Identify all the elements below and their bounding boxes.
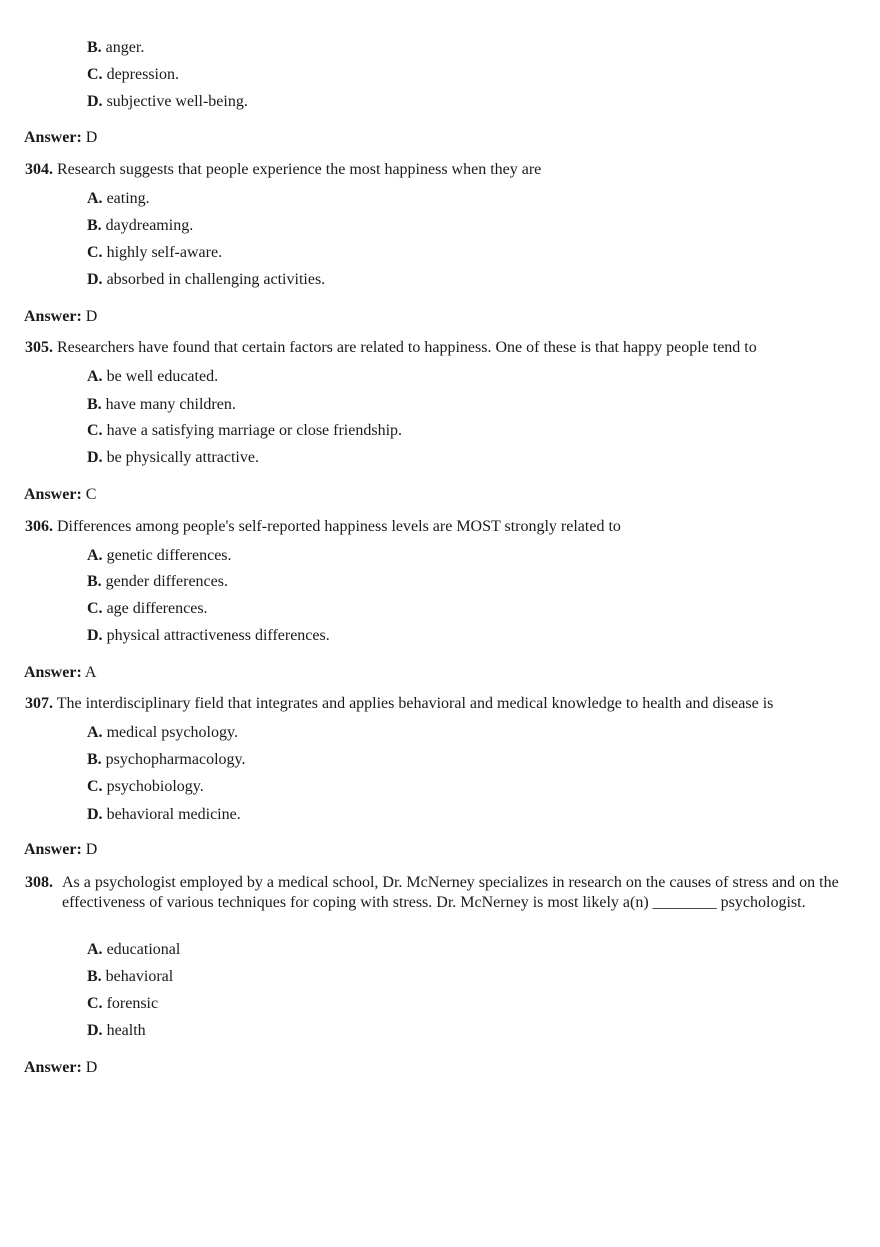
- option-c: [87, 421, 402, 440]
- option-text: genetic differences.: [106, 547, 232, 564]
- answer-value: D: [85, 129, 98, 146]
- answer-line: [24, 485, 96, 504]
- option-b: [87, 572, 228, 591]
- question-304-stem: [25, 160, 541, 179]
- question-text: The interdisciplinary field that integrates and applies behavioral and medical knowledge to health and disease is: [56, 695, 774, 712]
- option-text: psychopharmacology.: [105, 751, 246, 768]
- option-label: D.: [87, 806, 103, 823]
- question-number: 305.: [25, 339, 53, 356]
- option-label: C.: [87, 778, 103, 795]
- option-text: highly self-aware.: [106, 244, 223, 261]
- option-text: be physically attractive.: [106, 449, 259, 466]
- option-text: have many children.: [105, 396, 236, 413]
- option-a: [87, 723, 238, 742]
- option-text: anger.: [105, 39, 145, 56]
- option-text: age differences.: [106, 600, 208, 617]
- option-label: A.: [87, 724, 103, 741]
- option-a: [87, 546, 232, 565]
- answer-label: Answer:: [24, 308, 82, 325]
- question-number: 308.: [25, 874, 53, 891]
- option-label: A.: [87, 190, 103, 207]
- answer-label: Answer:: [24, 1059, 82, 1076]
- option-label: C.: [87, 422, 103, 439]
- option-text: absorbed in challenging activities.: [106, 271, 326, 288]
- answer-line: [24, 128, 97, 147]
- option-a: [87, 940, 180, 959]
- question-number: 304.: [25, 161, 53, 178]
- question-text: Research suggests that people experience the most happiness when they are: [57, 161, 542, 178]
- option-b: [87, 750, 245, 769]
- option-text: have a satisfying marriage or close friendship.: [106, 422, 403, 439]
- answer-value: D: [85, 1059, 98, 1076]
- option-d: [87, 626, 330, 645]
- option-label: B.: [87, 396, 102, 413]
- option-label: A.: [87, 941, 103, 958]
- answer-value: A: [84, 664, 97, 681]
- option-d: [87, 805, 241, 824]
- answer-line: [24, 663, 96, 682]
- option-c: [87, 65, 179, 84]
- option-d: [87, 448, 259, 467]
- option-a: [87, 367, 218, 386]
- option-a: [87, 189, 150, 208]
- option-label: D.: [87, 271, 103, 288]
- option-text: behavioral medicine.: [106, 806, 241, 823]
- option-label: B.: [87, 217, 102, 234]
- answer-label: Answer:: [24, 486, 82, 503]
- option-label: D.: [87, 1022, 103, 1039]
- question-number: 307.: [25, 695, 53, 712]
- option-d: [87, 270, 325, 289]
- option-text: gender differences.: [105, 573, 228, 590]
- question-number: 306.: [25, 518, 53, 535]
- option-label: D.: [87, 627, 103, 644]
- option-text: eating.: [106, 190, 150, 207]
- option-b: [87, 38, 144, 57]
- option-text: subjective well-being.: [106, 93, 248, 110]
- option-c: [87, 777, 204, 796]
- option-b: [87, 395, 236, 414]
- option-label: C.: [87, 995, 103, 1012]
- question-text: Researchers have found that certain factors are related to happiness. One of these is that happy people tend to: [57, 339, 757, 356]
- option-b: [87, 216, 193, 235]
- option-label: A.: [87, 368, 103, 385]
- option-c: [87, 243, 222, 262]
- question-308-stem: [25, 873, 845, 912]
- answer-value: D: [85, 841, 98, 858]
- option-label: C.: [87, 244, 103, 261]
- option-text: health: [106, 1022, 146, 1039]
- question-text: Differences among people's self-reported happiness levels are MOST strongly related to: [57, 518, 621, 535]
- option-text: medical psychology.: [106, 724, 238, 741]
- option-d: [87, 92, 248, 111]
- question-306-stem: [25, 517, 621, 536]
- option-text: forensic: [106, 995, 159, 1012]
- question-text: As a psychologist employed by a medical school, Dr. McNerney specializes in research on the causes of stress and on the effectiveness of various techniques for coping with stress. Dr. McNerney is most likely a(n) ________ psychologist.: [62, 874, 839, 911]
- option-text: educational: [106, 941, 181, 958]
- option-label: B.: [87, 751, 102, 768]
- option-c: [87, 599, 208, 618]
- option-label: D.: [87, 93, 103, 110]
- answer-label: Answer:: [24, 664, 82, 681]
- option-label: D.: [87, 449, 103, 466]
- option-text: psychobiology.: [106, 778, 204, 795]
- option-c: [87, 994, 158, 1013]
- option-text: behavioral: [105, 968, 174, 985]
- answer-line: [24, 840, 97, 859]
- option-text: physical attractiveness differences.: [106, 627, 330, 644]
- option-text: depression.: [106, 66, 179, 83]
- question-307-stem: [25, 694, 773, 713]
- option-text: be well educated.: [106, 368, 219, 385]
- option-d: [87, 1021, 146, 1040]
- option-label: C.: [87, 600, 103, 617]
- option-label: B.: [87, 968, 102, 985]
- answer-line: [24, 307, 97, 326]
- answer-label: Answer:: [24, 129, 82, 146]
- option-b: [87, 967, 173, 986]
- answer-line: [24, 1058, 97, 1077]
- answer-label: Answer:: [24, 841, 82, 858]
- answer-value: D: [85, 308, 98, 325]
- option-text: daydreaming.: [105, 217, 194, 234]
- answer-value: C: [85, 486, 97, 503]
- option-label: A.: [87, 547, 103, 564]
- option-label: B.: [87, 39, 102, 56]
- question-305-stem: [25, 338, 757, 357]
- option-label: C.: [87, 66, 103, 83]
- option-label: B.: [87, 573, 102, 590]
